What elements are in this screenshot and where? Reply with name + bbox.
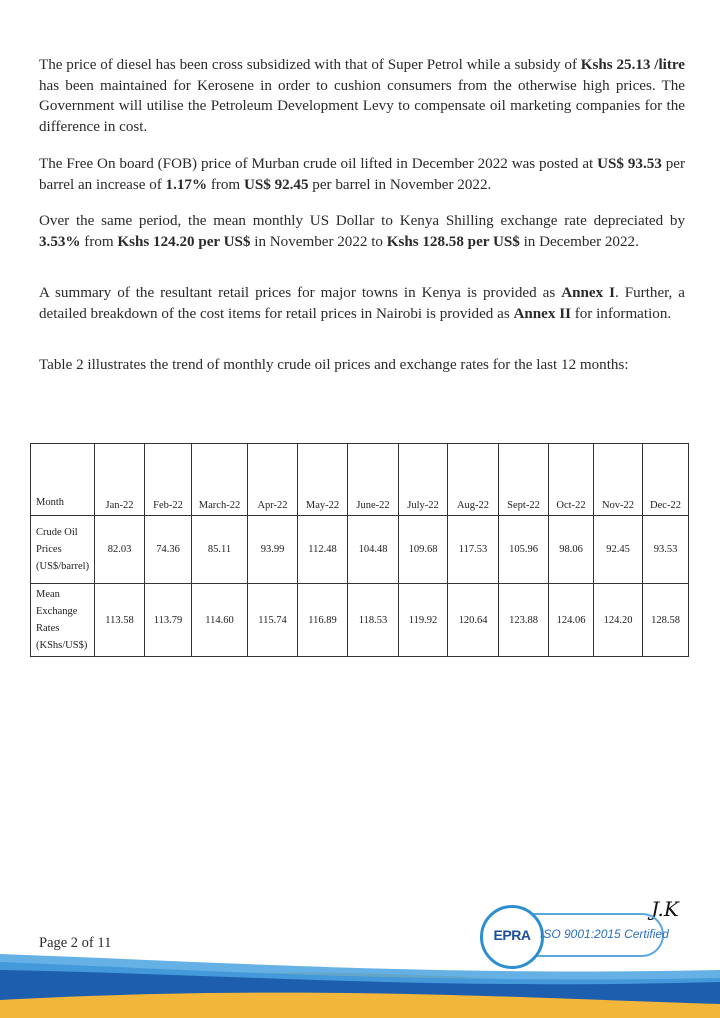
crude-price-cell: 117.53 xyxy=(448,516,499,584)
crude-price-cell: 93.99 xyxy=(248,516,298,584)
paragraph-diesel-subsidy xyxy=(39,55,685,137)
table-row-exchange-rate xyxy=(31,584,689,657)
text-run: Table 2 illustrates the trend of monthly crude oil prices and exchange rates for the last 12 months: xyxy=(39,357,629,373)
month-header-cell: Apr-22 xyxy=(248,444,298,516)
crude-price-cell: 109.68 xyxy=(399,516,448,584)
exchange-rate-cell: 113.58 xyxy=(95,584,145,657)
exchange-rate-cell: 116.89 xyxy=(298,584,348,657)
bold-run: Kshs 128.58 per US$ xyxy=(386,233,520,250)
crude-oil-exchange-table xyxy=(30,443,689,657)
exchange-rate-cell: 120.64 xyxy=(448,584,499,657)
exchange-rate-cell: 118.53 xyxy=(348,584,399,657)
row-label-line: (KShs/US$) xyxy=(36,640,88,651)
text-run: in November 2022 to xyxy=(250,233,387,250)
text-run: per barrel an increase of xyxy=(39,156,686,193)
bold-run: US$ 92.45 xyxy=(243,176,309,193)
text-run: for information. xyxy=(570,305,672,322)
paragraph-exchange-rate xyxy=(39,211,685,252)
text-run: from xyxy=(80,233,118,250)
text-run: The Free On board (FOB) price of Murban crude oil lifted in December 2022 was posted at xyxy=(39,156,598,172)
table-header-row xyxy=(31,444,689,516)
paragraph-table-intro xyxy=(39,355,685,376)
row-label-line: Crude Oil xyxy=(36,527,78,538)
row-label-line: Prices xyxy=(36,544,62,555)
bold-run: Annex I xyxy=(561,285,615,301)
crude-price-cell: 104.48 xyxy=(348,516,399,584)
iso-certification-text: ISO 9001:2015 Certified xyxy=(540,927,669,941)
header-label-cell: Month xyxy=(31,444,95,516)
exchange-rate-cell: 115.74 xyxy=(248,584,298,657)
text-run: per barrel in November 2022. xyxy=(308,176,492,193)
text-run: Over the same period, the mean monthly US Dollar to Kenya Shilling exchange rate depreciated by xyxy=(39,213,685,229)
crude-price-cell: 112.48 xyxy=(298,516,348,584)
text-run: . Further, a detailed breakdown of the cost items for retail prices in Nairobi is provided as xyxy=(39,285,686,322)
handwritten-initials: J.K xyxy=(651,897,679,921)
text-run: in December 2022. xyxy=(519,233,639,250)
month-header-cell: Oct-22 xyxy=(549,444,594,516)
bold-run: 1.17% xyxy=(165,176,208,193)
text-run: A summary of the resultant retail prices for major towns in Kenya is provided as xyxy=(39,285,562,301)
bold-run: Kshs 25.13 /litre xyxy=(580,57,685,73)
crude-price-cell: 93.53 xyxy=(643,516,689,584)
crude-price-cell: 98.06 xyxy=(549,516,594,584)
month-header-cell: Feb-22 xyxy=(145,444,192,516)
exchange-rate-cell: 123.88 xyxy=(499,584,549,657)
crude-price-cell: 92.45 xyxy=(594,516,643,584)
bold-run: US$ 93.53 xyxy=(597,156,662,172)
bold-run: Annex II xyxy=(513,305,571,322)
exchange-rate-cell: 124.20 xyxy=(594,584,643,657)
exchange-rate-cell: 128.58 xyxy=(643,584,689,657)
paragraph-fob-price xyxy=(39,154,685,195)
crude-price-cell: 82.03 xyxy=(95,516,145,584)
bold-run: 3.53% xyxy=(39,233,81,250)
epra-logo-text: EPRA xyxy=(493,927,531,943)
row-label-line: Exchange xyxy=(36,606,78,617)
crude-price-cell: 105.96 xyxy=(499,516,549,584)
month-header-cell: March-22 xyxy=(192,444,248,516)
month-header-cell: May-22 xyxy=(298,444,348,516)
text-run: The price of diesel has been cross subsidized with that of Super Petrol while a subsidy of xyxy=(39,57,581,73)
month-header-cell: Dec-22 xyxy=(643,444,689,516)
crude-price-cell: 85.11 xyxy=(192,516,248,584)
page-number: Page 2 of 11 xyxy=(39,935,112,951)
row-label-line: Rates xyxy=(36,623,60,634)
row-label-line: Mean xyxy=(36,589,60,600)
text-run: from xyxy=(207,176,244,193)
paragraph-annex-summary xyxy=(39,283,685,324)
month-header-cell: Nov-22 xyxy=(594,444,643,516)
row-label-cell xyxy=(31,584,95,657)
text-run: has been maintained for Kerosene in order to cushion consumers from the otherwise high prices. The Government will utilise the Petroleum Development Levy to compensate oil marketing companies for the difference in cost. xyxy=(39,77,685,135)
crude-price-cell: 74.36 xyxy=(145,516,192,584)
table-row-crude-oil xyxy=(31,516,689,584)
footer-wave-band xyxy=(0,940,720,1018)
month-header-cell: Jan-22 xyxy=(95,444,145,516)
month-header-cell: Aug-22 xyxy=(448,444,499,516)
exchange-rate-cell: 124.06 xyxy=(549,584,594,657)
bold-run: Kshs 124.20 per US$ xyxy=(117,233,251,250)
row-label-line: (US$/barrel) xyxy=(36,561,90,572)
exchange-rate-cell: 114.60 xyxy=(192,584,248,657)
month-header-cell: Sept-22 xyxy=(499,444,549,516)
row-label-cell xyxy=(31,516,95,584)
exchange-rate-cell: 119.92 xyxy=(399,584,448,657)
exchange-rate-cell: 113.79 xyxy=(145,584,192,657)
month-header-cell: June-22 xyxy=(348,444,399,516)
month-header-cell: July-22 xyxy=(399,444,448,516)
